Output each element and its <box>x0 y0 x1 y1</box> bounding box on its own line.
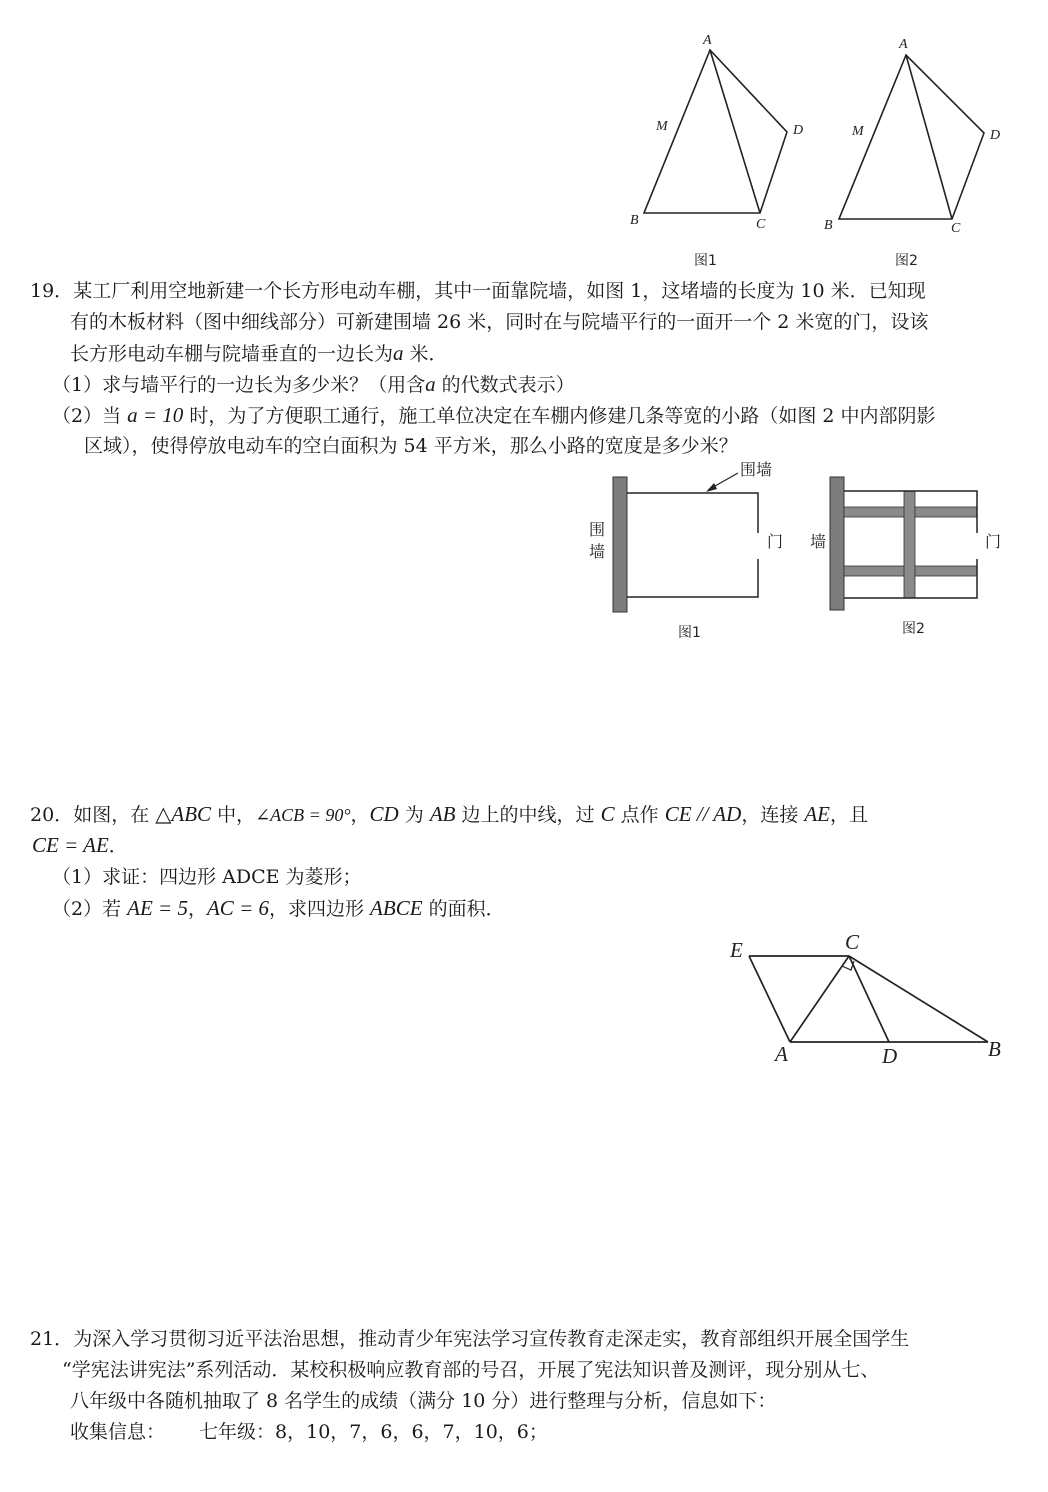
fig2-wall-label: 墙 <box>810 532 827 551</box>
fig2-caption: 图2 <box>902 621 925 637</box>
q20-t1: 如图，在 <box>73 804 156 826</box>
q20-ae5: AE = 5 <box>127 896 188 920</box>
q20-line-1 <box>30 800 868 829</box>
q19-part-2b: 时，为了方便职工通行，施工单位决定在车棚内修建几条等宽的小路（如图 2 中内部阴影 <box>183 405 936 427</box>
q20-angle: ∠ACB = 90° <box>255 805 351 825</box>
caption-fig1: 图1 <box>694 253 717 269</box>
caption-fig2: 图2 <box>895 253 918 269</box>
q20-p2c: ，求四边形 <box>269 898 371 920</box>
q21-text-1: 为深入学习贯彻习近平法治思想，推动青少年宪法学习宣传教育走深走实，教育部组织开展全国学生 <box>73 1328 910 1350</box>
q19-part-2 <box>52 401 936 430</box>
q21-line-1 <box>30 1325 909 1353</box>
label-c-fig2: C <box>951 221 961 236</box>
label-a-fig1: A <box>703 33 712 48</box>
fig1-fence-bottom <box>627 559 758 597</box>
q21-number: 21． <box>30 1328 74 1350</box>
q20-parallel: CE // AD <box>664 802 742 826</box>
fig2-path-v <box>904 491 915 598</box>
q19-line-3 <box>70 339 448 368</box>
q20-dot: ． <box>108 835 128 857</box>
q19-line-1 <box>30 277 926 305</box>
q20-t7: ，连接 <box>741 804 805 826</box>
label-c-fig1: C <box>756 217 766 232</box>
q20-p2a: （2）若 <box>52 898 128 920</box>
fig1-arrow-head <box>706 483 717 492</box>
fig2-wall <box>830 477 844 610</box>
q20-label-b: B <box>988 1037 1001 1061</box>
q19-text-1: 某工厂利用空地新建一个长方形电动车棚，其中一面靠院墙，如图 1，这堵墙的长度为 10 米．已知现 <box>73 280 926 302</box>
q20-part-1: （1）求证：四边形 ADCE 为菱形； <box>52 866 362 888</box>
q20-ae: AE <box>804 802 831 826</box>
label-b-fig2: B <box>824 218 833 233</box>
fig1-left-wall-2: 墙 <box>589 542 606 561</box>
q20-equality: CE = AE <box>32 833 109 857</box>
q19-part-2a: （2）当 <box>52 405 128 427</box>
q20-label-c: C <box>845 930 860 954</box>
fig1-wall-label: 围墙 <box>740 460 773 479</box>
q20-part-2 <box>52 894 505 923</box>
q20-number: 20． <box>30 804 74 826</box>
q19-number: 19． <box>30 280 74 302</box>
q20-p2b: ， <box>187 898 207 920</box>
q21-grade7-data: 七年级：8，10，7，6，6，7，10，6； <box>199 1421 548 1443</box>
q21-collect-label: 收集信息： <box>70 1421 166 1443</box>
q21-line-3: 八年级中各随机抽取了 8 名学生的成绩（满分 10 分）进行整理与分析，信息如下： <box>70 1390 777 1412</box>
q20-ab: AB <box>429 802 456 826</box>
q19-part-1-var: a <box>425 372 436 396</box>
q20-c: C <box>600 802 615 826</box>
q20-abce: ABCE <box>370 896 423 920</box>
q21-line-2: “学宪法讲宪法”系列活动．某校积极响应教育部的号召，开展了宪法知识普及测评，现分别从七、 <box>62 1359 880 1381</box>
fig1-wall <box>613 477 627 612</box>
q20-t3: ， <box>350 804 370 826</box>
q20-t8: ，且 <box>830 804 869 826</box>
q19-text-3b: 米． <box>403 343 448 365</box>
q21-line-4 <box>70 1418 548 1446</box>
q19-part-2-cont: 区域），使得停放电动车的空白面积为 54 平方米，那么小路的宽度是多少米？ <box>84 435 738 457</box>
q19-figures <box>580 455 1010 650</box>
label-b-fig1: B <box>630 213 639 228</box>
fig1-fence <box>627 493 758 533</box>
q20-ac6: AC = 6 <box>206 896 269 920</box>
q20-line-2 <box>32 831 128 860</box>
fig2-door: 门 <box>985 532 1002 551</box>
q20-t6: 点作 <box>614 804 665 826</box>
q18-figures <box>600 20 1020 275</box>
q20-p2d: 的面积． <box>422 898 505 920</box>
q20-t4: 为 <box>398 804 430 826</box>
q19-part-1a: （1）求与墙平行的一边长为多少米？（用含 <box>52 374 426 396</box>
q20-label-e: E <box>730 938 743 962</box>
fig1-door: 门 <box>767 532 784 551</box>
q20-triangle: △ABC <box>155 802 212 826</box>
label-a-fig2: A <box>899 37 908 52</box>
q20-label-a: A <box>775 1042 788 1066</box>
label-d-fig2: D <box>990 128 1001 143</box>
fig1-caption: 图1 <box>678 625 701 641</box>
q19-var-a: a <box>393 341 404 365</box>
q20-cd: CD <box>369 802 399 826</box>
q20-t2: 中， <box>211 804 256 826</box>
q19-line-2: 有的木板材料（图中细线部分）可新建围墙 26 米，同时在与院墙平行的一面开一个 2 米宽的门，设该 <box>70 311 929 333</box>
q19-part-1 <box>52 370 575 399</box>
q19-part-2-eq: a = 10 <box>127 403 184 427</box>
q19-text-3a: 长方形电动车棚与院墙垂直的一边长为 <box>70 343 394 365</box>
q20-t5: 边上的中线，过 <box>455 804 601 826</box>
label-d-fig1: D <box>793 123 804 138</box>
label-m-fig1: M <box>656 119 668 134</box>
q19-part-1b: 的代数式表示） <box>435 374 575 396</box>
q20-figure <box>720 925 1040 1075</box>
q20-label-d: D <box>882 1044 898 1068</box>
fig1-left-wall-1: 围 <box>589 520 606 539</box>
label-m-fig2: M <box>852 124 864 139</box>
